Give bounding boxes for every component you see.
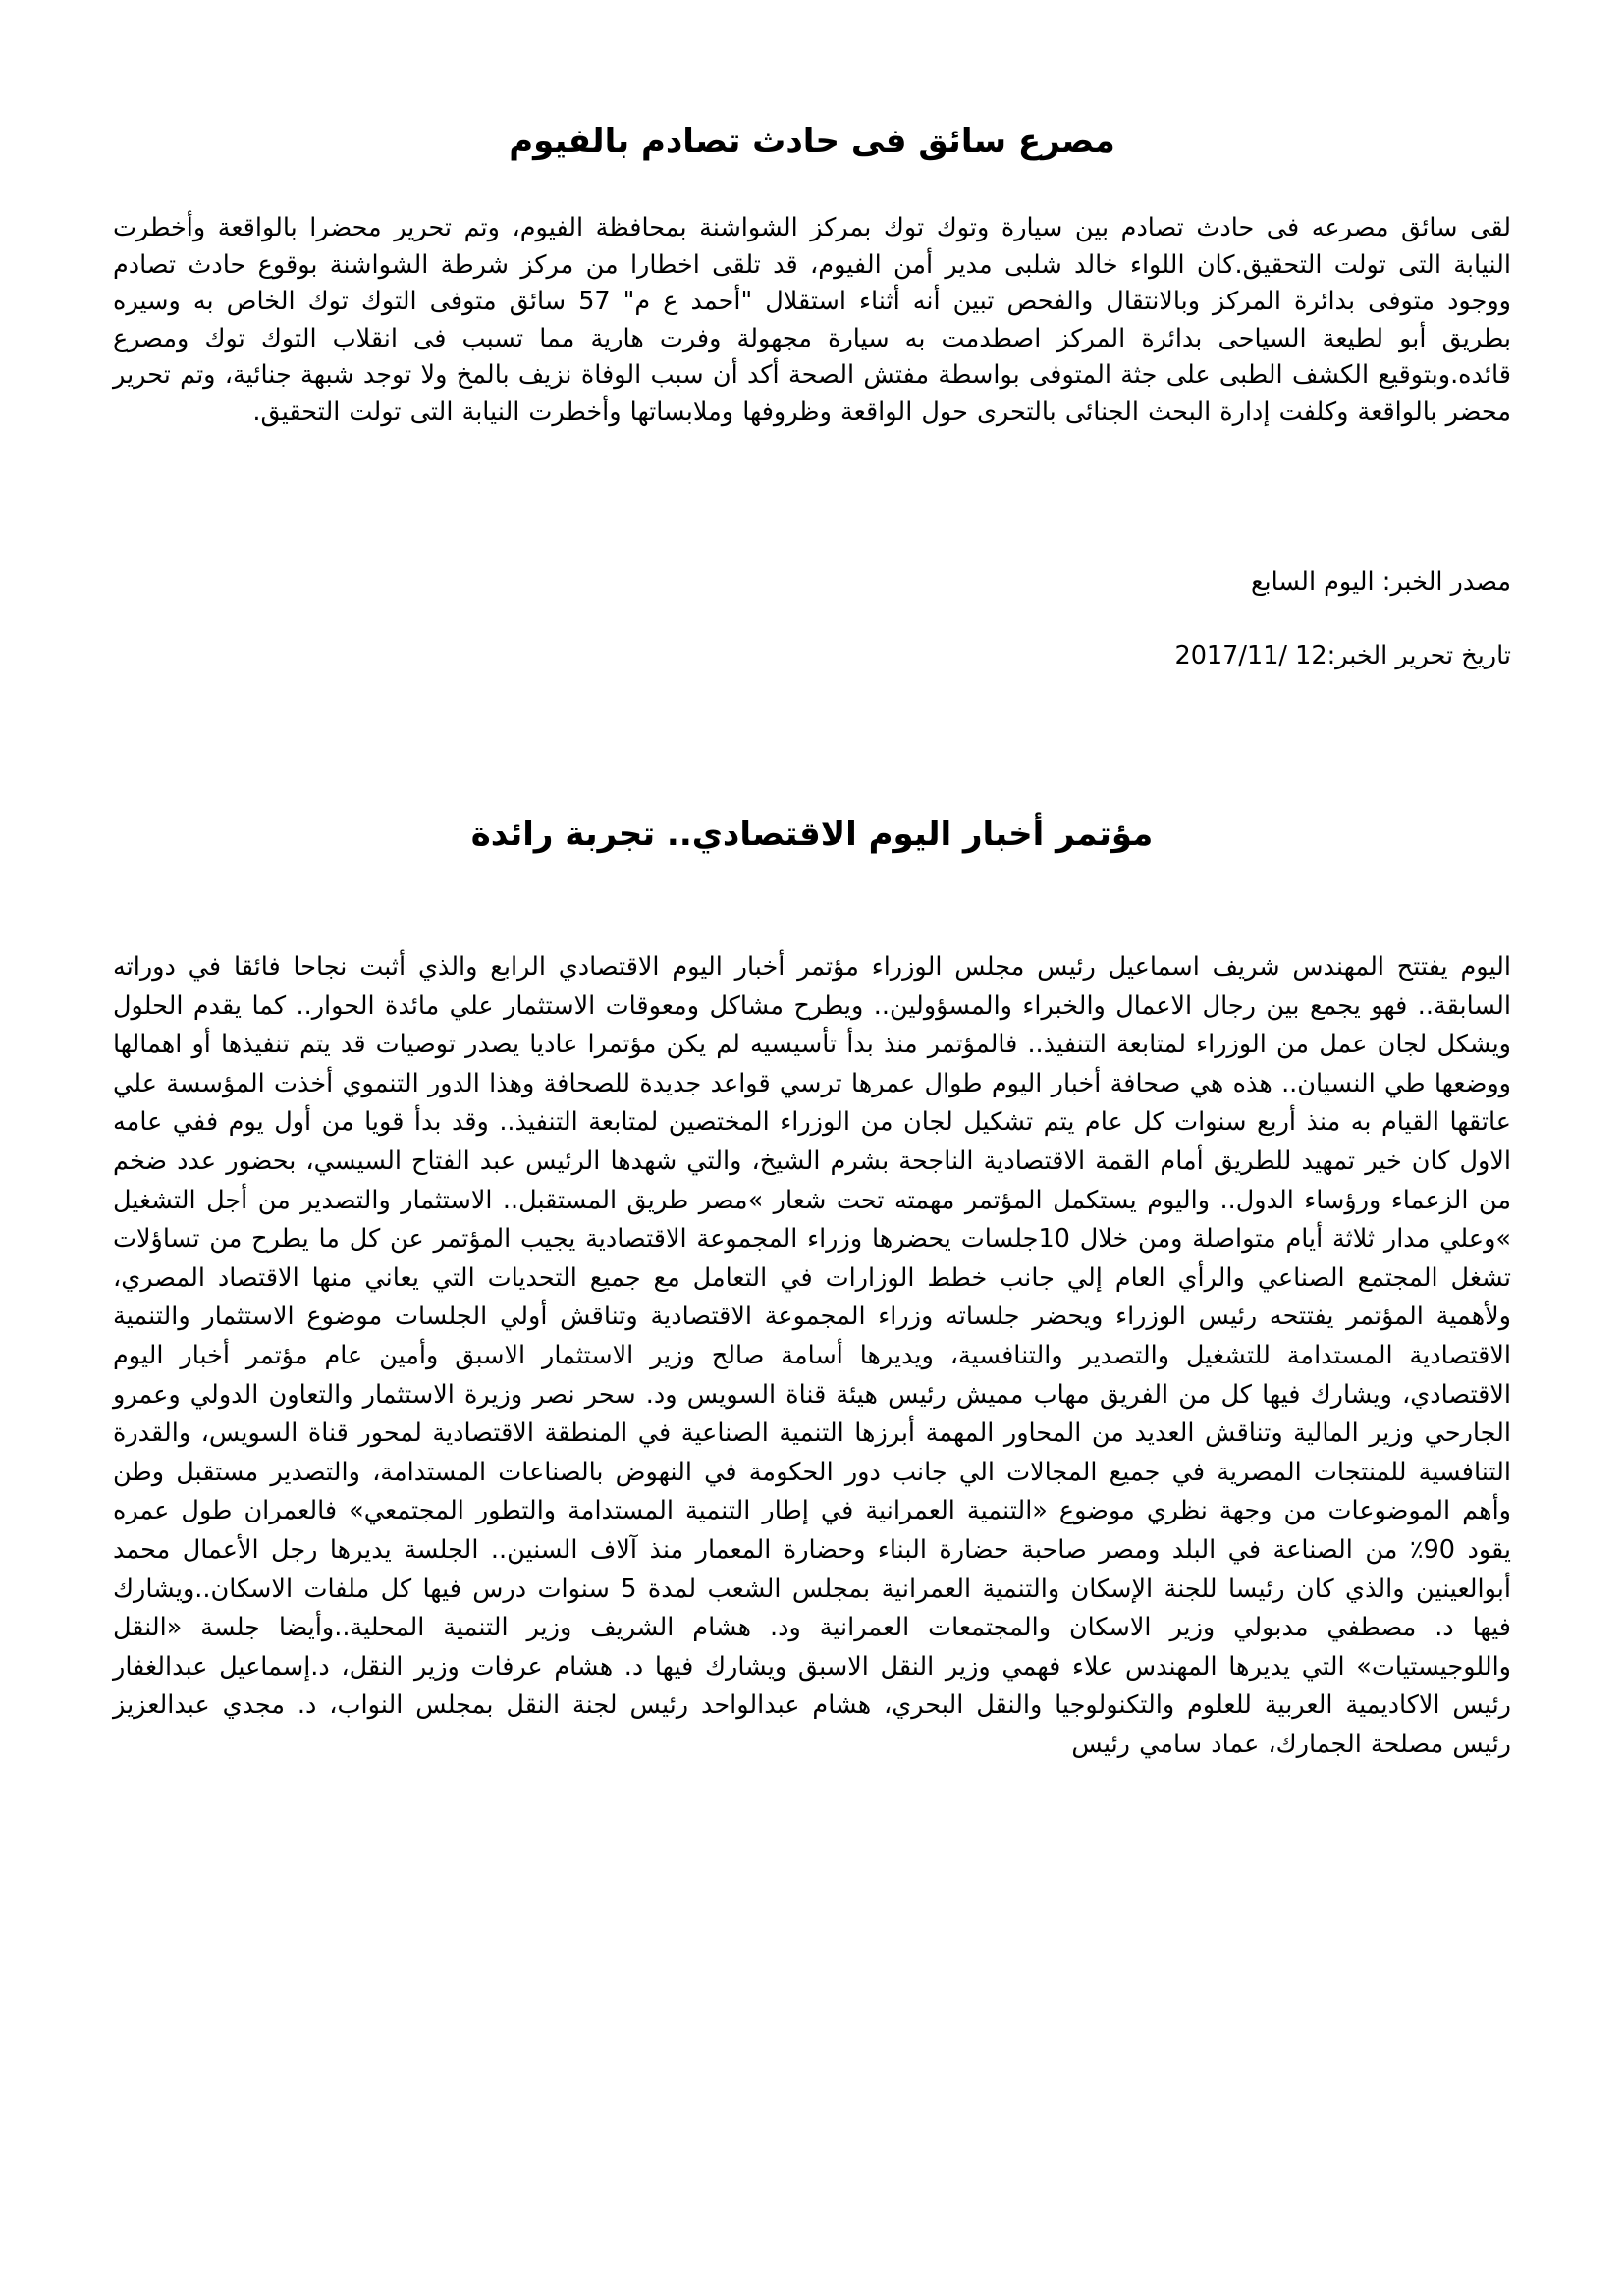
article-1-title: مصرع سائق فى حادث تصادم بالفيوم xyxy=(509,122,1115,161)
article-1-date: تاريخ تحرير الخبر:12 /2017/11 xyxy=(1174,641,1511,670)
article-1-body: لقى سائق مصرعه فى حادث تصادم بين سيارة وتوك توك بمركز الشواشنة بمحافظة الفيوم، وتم تحرير محضرا بالواقعة وأخطرت النيابة التى تولت التحقيق.كان اللواء خالد شلبى مدير أمن الفيوم، قد تلقى اخطارا من مركز شرطة الشواشنة بوقوع حادث تصادم ووجود متوفى بدائرة المركز وبالانتقال والفحص تبين أنه أثناء استقلال "أحمد ع م" 57 سائق متوفى التوك توك الخاص به وسيره بطريق أبو لطيعة السياحى بدائرة المركز اصطدمت به سيارة مجهولة وفرت هارية مما تسبب فى انقلاب التوك توك ومصرع قائده.وبتوقيع الكشف الطبى على جثة المتوفى بواسطة مفتش الصحة أكد أن سبب الوفاة نزيف بالمخ ولا توجد شبهة جنائية، وتم تحرير محضر بالواقعة وكلفت إدارة البحث الجنائى بالتحرى حول الواقعة وظروفها وملابساتها وأخطرت النيابة التى تولت التحقيق. xyxy=(113,213,1511,427)
article-1-source: مصدر الخبر: اليوم السابع xyxy=(1250,567,1511,597)
article-2-title: مؤتمر أخبار اليوم الاقتصادي.. تجربة رائدة xyxy=(470,815,1154,854)
article-2-body: اليوم يفتتح المهندس شريف اسماعيل رئيس مجلس الوزراء مؤتمر أخبار اليوم الاقتصادي الرابع والذي أثبت نجاحا فائقا في دوراته السابقة.. فهو يجمع بين رجال الاعمال والخبراء والمسؤولين.. ويطرح مشاكل ومعوقات الاستثمار علي مائدة الحوار.. كما يقدم الحلول ويشكل لجان عمل من الوزراء لمتابعة التنفيذ.. فالمؤتمر منذ بدأ تأسيسيه لم يكن مؤتمرا عاديا يصدر توصيات قد يتم تنفيذها أو اهمالها ووضعها طي النسيان.. هذه هي صحافة أخبار اليوم طوال عمرها ترسي قواعد جديدة للصحافة وهذا الدور التنموي أخذت المؤسسة علي عاتقها القيام به منذ أربع سنوات كل عام يتم تشكيل لجان من الوزراء المختصين لمتابعة التنفيذ.. وقد بدأ قويا من أول يوم ففي عامه الاول كان خير تمهيد للطريق أمام القمة الاقتصادية الناجحة بشرم الشيخ، والتي شهدها الرئيس عبد الفتاح السيسي، بحضور عدد ضخم من الزعماء ورؤساء الدول.. واليوم يستكمل المؤتمر مهمته تحت شعار »مصر طريق المستقبل.. الاستثمار والتصدير من أجل التشغيل »وعلي مدار ثلاثة أيام متواصلة ومن خلال 10جلسات يحضرها وزراء المجموعة الاقتصادية يجيب المؤتمر عن كل ما يطرح من تساؤلات تشغل المجتمع الصناعي والرأي العام إلي جانب خطط الوزارات في التعامل مع جميع التحديات التي يعاني منها الاقتصاد المصري، ولأهمية المؤتمر يفتتحه رئيس الوزراء ويحضر جلساته وزراء المجموعة الاقتصادية وتناقش أولي الجلسات موضوع الاستثمار والتنمية الاقتصادية المستدامة للتشغيل والتصدير والتنافسية، ويديرها أسامة صالح وزير الاستثمار الاسبق وأمين عام مؤتمر أخبار اليوم الاقتصادي، ويشارك فيها كل من الفريق مهاب مميش رئيس هيئة قناة السويس ود. سحر نصر وزيرة الاستثمار والتعاون الدولي وعمرو الجارحي وزير المالية وتناقش العديد من المحاور المهمة أبرزها التنمية الصناعية في المنطقة الاقتصادية لمحور قناة السويس، والقدرة التنافسية للمنتجات المصرية في جميع المجالات الي جانب دور الحكومة في النهوض بالصناعات المستدامة، والتصدير مستقبل وطن وأهم الموضوعات من وجهة نظري موضوع «التنمية العمرانية في إطار التنمية المستدامة والتطور المجتمعي» فالعمران طول عمره يقود 90٪ من الصناعة في البلد ومصر صاحبة حضارة البناء وحضارة المعمار منذ آلاف السنين.. الجلسة يديرها رجل الأعمال محمد أبوالعينين والذي كان رئيسا للجنة الإسكان والتنمية العمرانية بمجلس الشعب لمدة 5 سنوات درس فيها كل ملفات الاسكان..ويشارك فيها د. مصطفي مدبولي وزير الاسكان والمجتمعات العمرانية ود. هشام الشريف وزير التنمية المحلية..وأيضا جلسة «النقل واللوجيستيات» التي يديرها المهندس علاء فهمي وزير النقل الاسبق ويشارك فيها د. هشام عرفات وزير النقل، د.إسماعيل عبدالغفار رئيس الاكاديمية العربية للعلوم والتكنولوجيا والنقل البحري، هشام عبدالواحد رئيس لجنة النقل بمجلس النواب، د. مجدي عبدالعزيز رئيس مصلحة الجمارك، عماد سامي رئيس xyxy=(113,952,1511,1759)
